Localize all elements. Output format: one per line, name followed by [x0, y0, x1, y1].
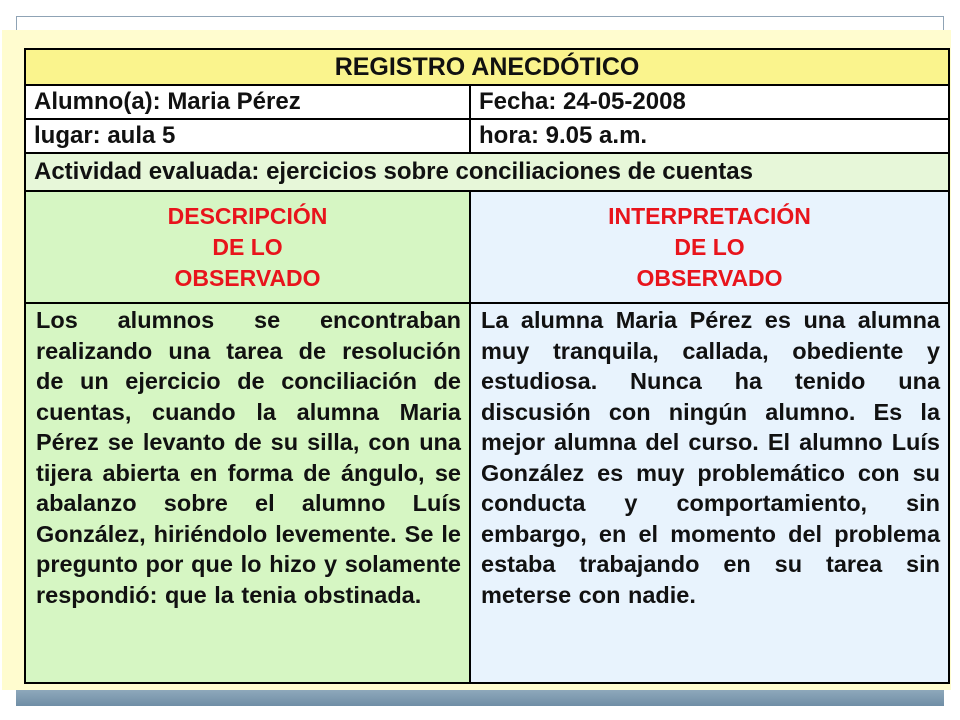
- interpretation-heading-line: INTERPRETACIÓN: [608, 202, 811, 229]
- description-heading-line: DESCRIPCIÓN: [167, 202, 328, 229]
- description-heading: [25, 191, 470, 303]
- interpretation-heading-line: DE LO: [674, 233, 745, 260]
- record-title: REGISTRO ANECDÓTICO: [25, 49, 949, 85]
- bottom-bar: [16, 690, 944, 706]
- record-place: lugar: aula 5: [25, 119, 470, 153]
- evaluated-activity: Actividad evaluada: ejercicios sobre conciliaciones de cuentas: [25, 153, 949, 191]
- interpretation-heading: [470, 191, 949, 303]
- student-name: Alumno(a): Maria Pérez: [25, 85, 470, 119]
- description-heading-line: DE LO: [212, 233, 283, 260]
- description-heading-line: OBSERVADO: [174, 264, 321, 291]
- interpretation-text: La alumna Maria Pérez es una alumna muy tranquila, callada, obediente y estudiosa. Nunca ha tenido una discusión con ningún alumno. Es la mejor alumna del curso. El alumno Luís González es muy problemático con su conducta y comportamiento, sin embargo, en el momento del problema estaba trabajando en su tarea sin meterse con nadie.: [470, 303, 949, 683]
- anecdotal-record-table: [24, 48, 950, 684]
- record-date: Fecha: 24-05-2008: [470, 85, 949, 119]
- record-time: hora: 9.05 a.m.: [470, 119, 949, 153]
- description-text: Los alumnos se encontraban realizando una tarea de resolución de un ejercicio de conciliación de cuentas, cuando la alumna Maria Pérez se levanto de su silla, con una tijera abierta en forma de ángulo, se abalanzo sobre el alumno Luís González, hiriéndolo levemente. Se le pregunto por que lo hizo y solamente respondió: que la tenia obstinada.: [25, 303, 470, 683]
- interpretation-heading-line: OBSERVADO: [636, 264, 783, 291]
